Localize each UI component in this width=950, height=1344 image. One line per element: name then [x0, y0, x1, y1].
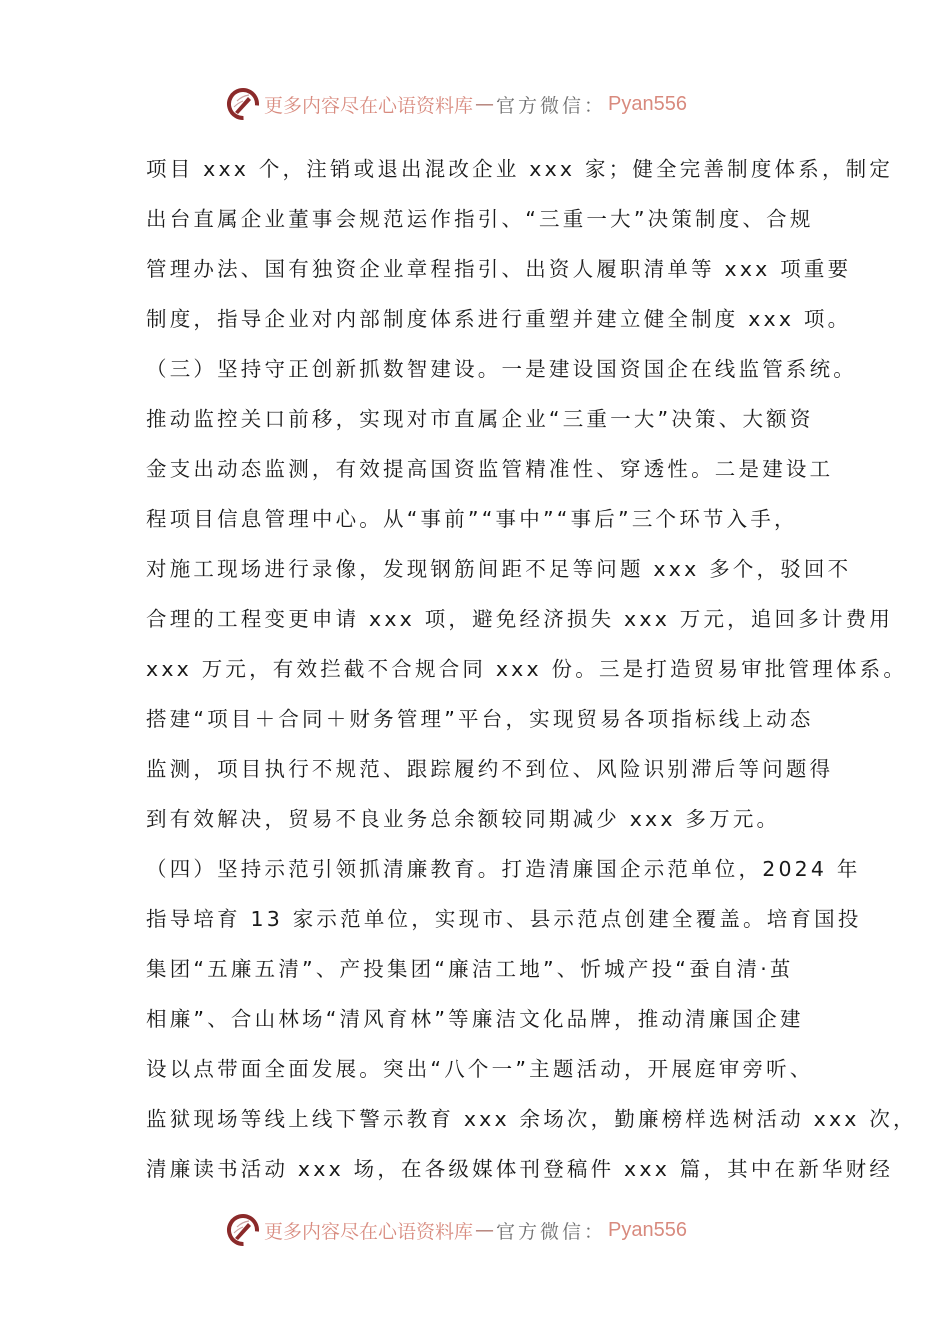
wechat-id: Pyan556 — [608, 92, 687, 115]
banner-dash: — — [475, 1219, 495, 1241]
header-watermark-banner — [226, 84, 726, 124]
body-line: 相廉”、合山林场“清风育林”等廉洁文化品牌，推动清廉国企建 — [146, 1007, 804, 1031]
body-line: 搭建“项目＋合同＋财务管理”平台，实现贸易各项指标线上动态 — [146, 707, 814, 731]
document-body — [146, 148, 917, 1198]
body-line: 合理的工程变更申请 xxx 项，避免经济损失 xxx 万元，追回多计费用 — [146, 607, 894, 631]
quill-pen-logo-icon — [226, 87, 260, 121]
body-line: 管理办法、国有独资企业章程指引、出资人履职清单等 xxx 项重要 — [146, 257, 852, 281]
section-heading-line: （三）坚持守正创新抓数智建设。一是建设国资国企在线监管系统。 — [146, 357, 857, 381]
body-line: 监测，项目执行不规范、跟踪履约不到位、风险识别滞后等问题得 — [146, 757, 834, 781]
body-line: 清廉读书活动 xxx 场，在各级媒体刊登稿件 xxx 篇，其中在新华财经 — [146, 1157, 894, 1181]
body-line: 监狱现场等线上线下警示教育 xxx 余场次，勤廉榜样选树活动 xxx 次， — [146, 1107, 917, 1131]
body-line: 对施工现场进行录像，发现钢筋间距不足等问题 xxx 多个，驳回不 — [146, 557, 852, 581]
site-name-text: 更多内容尽在心语资料库 — [264, 1220, 474, 1243]
body-line: xxx 万元，有效拦截不合规合同 xxx 份。三是打造贸易审批管理体系。 — [146, 657, 908, 681]
body-line: 项目 xxx 个，注销或退出混改企业 xxx 家；健全完善制度体系，制定 — [146, 157, 894, 181]
section-heading-line: （四）坚持示范引领抓清廉教育。打造清廉国企示范单位，2024 年 — [146, 857, 861, 881]
body-line: 金支出动态监测，有效提高国资监管精准性、穿透性。二是建设工 — [146, 457, 834, 481]
wechat-label: 官方微信： — [496, 1220, 607, 1243]
body-line: 出台直属企业董事会规范运作指引、“三重一大”决策制度、合规 — [146, 207, 814, 231]
body-line: 集团“五廉五清”、产投集团“廉洁工地”、忻城产投“蚕自清·茧 — [146, 957, 794, 981]
body-line: 指导培育 13 家示范单位，实现市、县示范点创建全覆盖。培育国投 — [146, 907, 862, 931]
wechat-id: Pyan556 — [608, 1218, 687, 1241]
quill-pen-logo-icon — [226, 1213, 260, 1247]
site-name-text: 更多内容尽在心语资料库 — [264, 94, 474, 117]
body-line: 推动监控关口前移，实现对市直属企业“三重一大”决策、大额资 — [146, 407, 814, 431]
wechat-label: 官方微信： — [496, 94, 607, 117]
body-line: 程项目信息管理中心。从“事前”“事中”“事后”三个环节入手， — [146, 507, 798, 531]
body-line: 制度，指导企业对内部制度体系进行重塑并建立健全制度 xxx 项。 — [146, 307, 852, 331]
banner-dash: — — [475, 93, 495, 115]
body-line: 设以点带面全面发展。突出“八个一”主题活动，开展庭审旁听、 — [146, 1057, 814, 1081]
footer-watermark-banner — [226, 1210, 726, 1250]
body-line: 到有效解决，贸易不良业务总余额较同期减少 xxx 多万元。 — [146, 807, 781, 831]
